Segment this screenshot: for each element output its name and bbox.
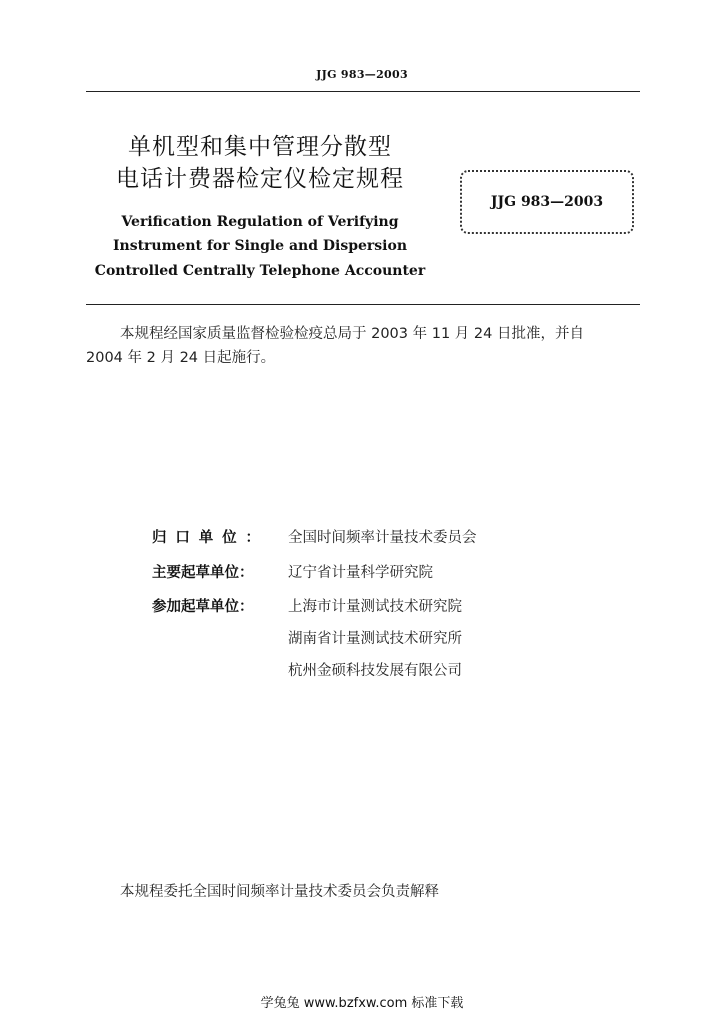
footer-watermark: 学兔兔 www.bzfxw.com 标准下载 [260, 996, 464, 1011]
interpretation-note: 本规程委托全国时间频率计量技术委员会负责解释 [120, 884, 439, 900]
label-responsible-colon: ： [245, 530, 260, 546]
title-english-line-2: Instrument for Single and Dispersion [112, 238, 408, 254]
label-responsible-char: 归 [152, 530, 167, 546]
value-participating-unit-1: 上海市计量测试技术研究院 [288, 599, 462, 615]
title-english-line-1: Verification Regulation of Verifying [121, 214, 399, 230]
title-english-line-3: Controlled Centrally Telephone Accounter [94, 263, 426, 279]
approval-line-2: 2004 年 2 月 24 日起施行。 [86, 350, 276, 366]
value-participating-unit-3: 杭州金硕科技发展有限公司 [288, 663, 462, 679]
value-responsible-unit: 全国时间频率计量技术委员会 [288, 530, 477, 546]
value-main-drafting-unit: 辽宁省计量科学研究院 [288, 565, 433, 581]
label-responsible-unit [152, 526, 260, 547]
label-responsible-char: 位 [222, 530, 237, 546]
label-main-drafting-unit: 主要起草单位： [152, 565, 254, 581]
value-participating-unit-2: 湖南省计量测试技术研究所 [288, 631, 462, 647]
title-chinese-line-2: 电话计费器检定仪检定规程 [116, 166, 404, 192]
title-rule [86, 304, 640, 305]
header-rule [86, 91, 640, 92]
standard-code-box-text: JJG 983—2003 [490, 194, 604, 210]
label-responsible-char: 口 [175, 530, 190, 546]
title-chinese-line-1: 单机型和集中管理分散型 [128, 134, 392, 160]
approval-line-1: 本规程经国家质量监督检验检疫总局于 2003 年 11 月 24 日批准，并自 [120, 326, 584, 342]
header-standard-code: JJG 983—2003 [316, 68, 408, 81]
standard-code-box [460, 170, 634, 234]
label-responsible-char: 单 [198, 530, 214, 546]
label-participating-drafting-units: 参加起草单位： [152, 599, 254, 615]
